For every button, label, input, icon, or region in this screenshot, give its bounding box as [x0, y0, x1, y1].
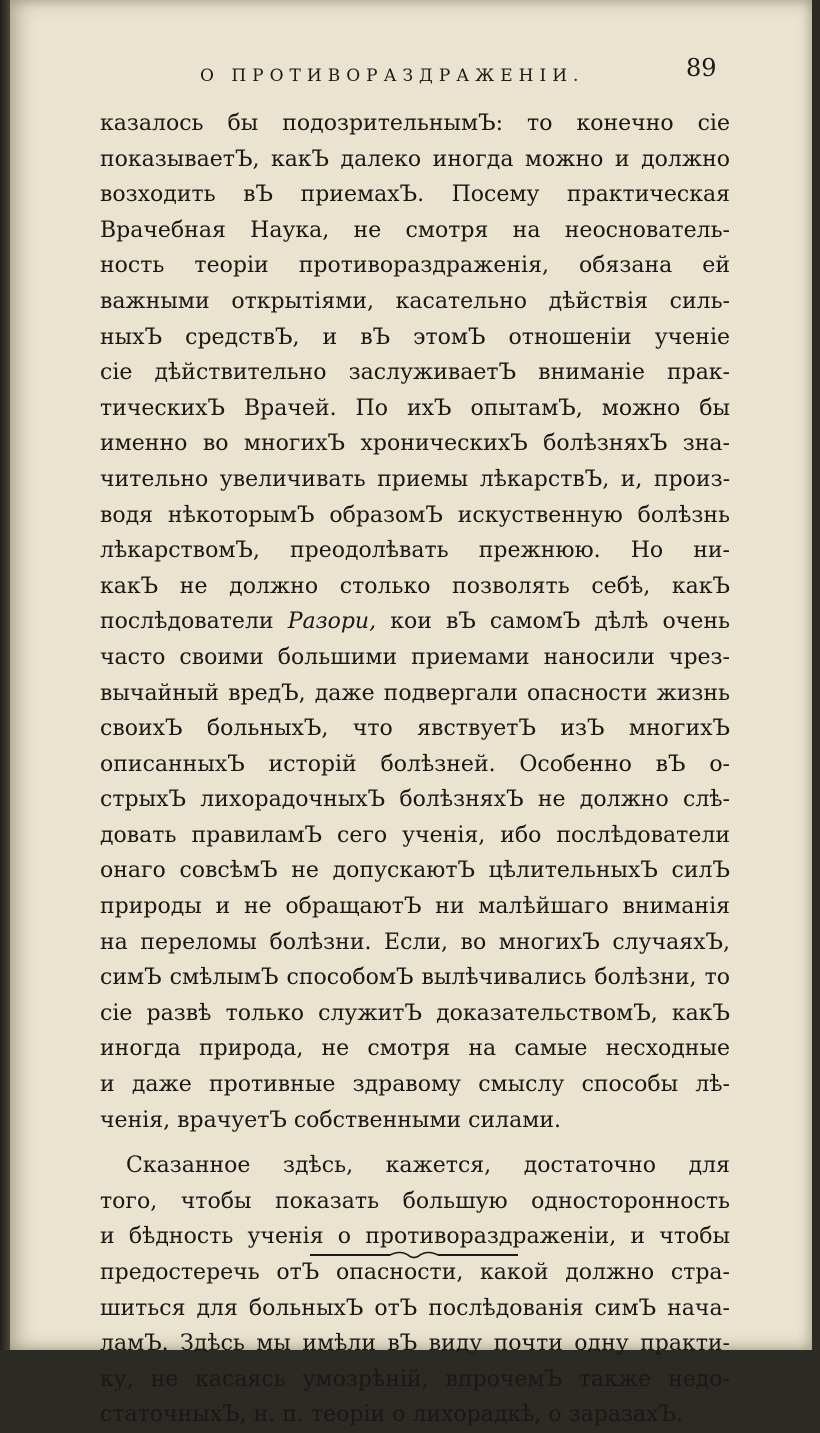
- text-line: Врачебная Наука, не смотря на неоснователь-: [100, 217, 730, 243]
- text-line: тическихЪ Врачей. По ихЪ опытамЪ, можно бы: [100, 395, 730, 421]
- text-line: шиться для больныхЪ отЪ послѣдованiя симЪ нача-: [100, 1295, 730, 1321]
- text-line: статочныхЪ, н. п. теорiи о лихорадкѣ, о заразахЪ.: [100, 1402, 683, 1428]
- text-line: Сказанное здѣсь, кажется, достаточно для: [126, 1153, 730, 1179]
- body-text: [100, 106, 730, 1433]
- italic-name: Разори,: [287, 609, 377, 635]
- text-line: своихЪ больныхЪ, что явствуетЪ изЪ многихЪ: [100, 716, 730, 742]
- text-line: часто своими большими приемами наносили чрез-: [100, 644, 730, 670]
- text-line: довать правиламЪ сего ученiя, ибо послѣдователи: [100, 822, 730, 848]
- text-run: кои вЪ самомЪ дѣлѣ очень: [376, 609, 730, 635]
- text-run: послѣдователи: [100, 609, 288, 635]
- text-line: чительно увеличивать приемы лѣкарствЪ, и, произ-: [100, 466, 730, 492]
- text-line: ку, не касаясь умозрѣнiй, впрочемЪ также недо-: [100, 1366, 730, 1392]
- text-line: ность теорiи противораздраженiя, обязана ей: [100, 253, 730, 279]
- text-line: важными открытiями, касательно дѣйствiя силь-: [100, 288, 730, 314]
- text-line: возходить вЪ приемахЪ. Посему практическая: [100, 182, 730, 208]
- text-line: и даже противные здравому смыслу способы лѣ-: [100, 1072, 730, 1098]
- text-line: природы и не обращаютЪ ни малѣйшаго вниманiя: [100, 894, 730, 920]
- text-line: предостеречь отЪ опасности, какой должно стра-: [100, 1260, 730, 1285]
- text-line: водя нѣкоторымЪ образомЪ искуственную болѣзнь: [100, 502, 730, 528]
- text-line: на переломы болѣзни. Если, во многихЪ случаяхЪ,: [100, 929, 730, 955]
- text-line: именно во многихЪ хроническихЪ болѣзняхЪ зна-: [100, 431, 730, 457]
- running-title: О ПРОТИВОРАЗДРАЖЕНIИ.: [200, 66, 585, 86]
- text-line: казалось бы подозрительнымЪ: то конечно сiе: [100, 111, 730, 136]
- text-line: того, чтобы показать большую односторонность: [100, 1188, 730, 1214]
- text-line: иногда природа, не смотря на самые несходные: [100, 1036, 730, 1062]
- tailpiece-ornament: [310, 1248, 518, 1262]
- text-line: [100, 604, 730, 640]
- text-line: симЪ смѣлымЪ способомЪ вылѣчивались болѣзни, то: [100, 965, 730, 991]
- text-line: описанныхЪ исторiй болѣзней. Особенно вЪ о-: [100, 751, 730, 777]
- text-line: ченiя, врачуетЪ собственными силами.: [100, 1107, 562, 1133]
- text-line: лѣкарствомЪ, преодолѣвать прежнюю. Но ни-: [100, 538, 730, 564]
- text-line: сiе дѣйствительно заслуживаетЪ вниманiе прак-: [100, 360, 730, 386]
- page-number: 89: [686, 54, 717, 82]
- text-line: [100, 569, 730, 605]
- text-line: и бѣдность ученiя о противораздраженiи, и чтобы: [100, 1224, 730, 1250]
- text-line: ныхЪ средствЪ, и вЪ этомЪ отношенiи ученiе: [100, 324, 730, 350]
- text-run: какЪ не должно столько позволять себѣ, какЪ: [100, 573, 730, 599]
- paragraph-2: [100, 1148, 730, 1433]
- book-spine-edge: [0, 0, 10, 1350]
- book-page: [10, 0, 812, 1428]
- text-line: онаго совсѣмЪ не допускаютЪ цѣлительныхЪ силЪ: [100, 858, 730, 884]
- text-line: ламЪ. Здѣсь мы имѣли вЪ виду почти одну практи-: [100, 1331, 730, 1357]
- text-line: стрыхЪ лихорадочныхЪ болѣзняхЪ не должно слѣ-: [100, 787, 730, 813]
- text-line: вычайный вредЪ, даже подвергали опасности жизнь: [100, 680, 730, 706]
- text-line: сiе развѣ только служитЪ доказательствомЪ, какЪ: [100, 1000, 730, 1026]
- paragraph-1: [100, 106, 730, 1138]
- text-line: показываетЪ, какЪ далеко иногда можно и должно: [100, 146, 730, 172]
